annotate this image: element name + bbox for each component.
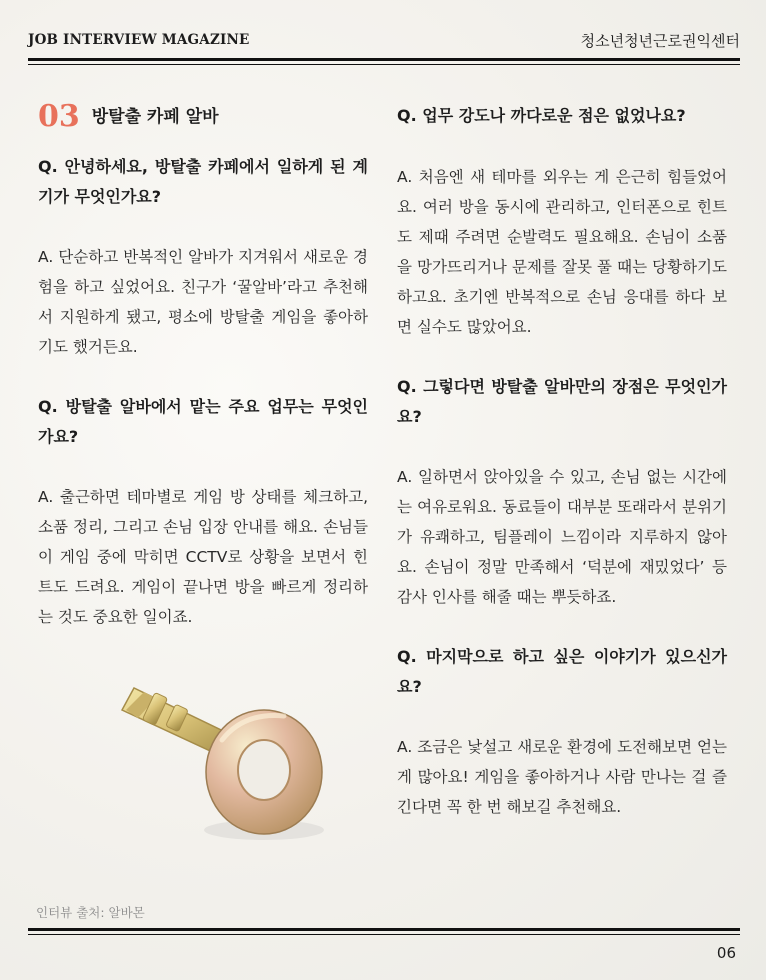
key-icon — [104, 680, 330, 848]
section-number: 03 — [38, 99, 80, 134]
left-column — [38, 98, 368, 632]
footer-rule-thick — [28, 928, 740, 931]
right-column — [397, 98, 727, 822]
section-heading — [38, 98, 368, 136]
question-4: Q. 그렇다면 방탈출 알바만의 장점은 무엇인가요? — [397, 377, 727, 426]
interview-source: 인터뷰 출처: 알바몬 — [36, 905, 145, 920]
organization-name: 청소년청년근로권익센터 — [580, 32, 740, 50]
page-number: 06 — [716, 944, 736, 962]
header-rule-thin — [28, 64, 740, 65]
question-1: Q. 안녕하세요, 방탈출 카페에서 일하게 된 계기가 무엇인가요? — [38, 157, 368, 206]
answer-2: A. 출근하면 테마별로 게임 방 상태를 체크하고, 소품 정리, 그리고 손님 입장 안내를 해요. 손님들이 게임 중에 막히면 CCTV로 상황을 보면서 힌트도 드려요. 게임이 끝나면 방을 빠르게 정리하는 것도 중요한 일이죠. — [38, 488, 368, 626]
question-5: Q. 마지막으로 하고 싶은 이야기가 있으신가요? — [397, 647, 727, 696]
header-rule-thick — [28, 58, 740, 61]
masthead — [28, 30, 740, 54]
question-2: Q. 방탈출 알바에서 맡는 주요 업무는 무엇인가요? — [38, 397, 368, 446]
answer-4: A. 일하면서 앉아있을 수 있고, 손님 없는 시간에는 여유로워요. 동료들이 대부분 또래라서 분위기가 유쾌하고, 팀플레이 느낌이라 지루하지 않아요. 손님이 정말 만족해서 ‘덕분에 재밌었다’ 등 감사 인사를 해줄 때는 뿌듯하죠. — [397, 468, 727, 606]
answer-3: A. 처음엔 새 테마를 외우는 게 은근히 힘들었어요. 여러 방을 동시에 관리하고, 인터폰으로 힌트도 제때 주려면 순발력도 필요해요. 손님이 소품을 망가뜨리거나 문제를 잘못 풀 때는 당황하기도 하고요. 초기엔 반복적으로 손님 응대를 하다 보면 실수도 많았어요. — [397, 168, 727, 336]
magazine-title: JOB INTERVIEW MAGAZINE — [28, 32, 250, 48]
footer-rule-thin — [28, 934, 740, 935]
answer-1: A. 단순하고 반복적인 알바가 지겨워서 새로운 경험을 하고 싶었어요. 친구가 ‘꿀알바’라고 추천해서 지원하게 됐고, 평소에 방탈출 게임을 좋아하기도 했거든요. — [38, 248, 368, 356]
section-title: 방탈출 카페 알바 — [91, 107, 219, 127]
question-3: Q. 업무 강도나 까다로운 점은 없었나요? — [397, 106, 686, 125]
answer-5: A. 조금은 낯설고 새로운 환경에 도전해보면 얻는 게 많아요! 게임을 좋아하거나 사람 만나는 걸 즐긴다면 꼭 한 번 해보길 추천해요. — [397, 738, 727, 816]
